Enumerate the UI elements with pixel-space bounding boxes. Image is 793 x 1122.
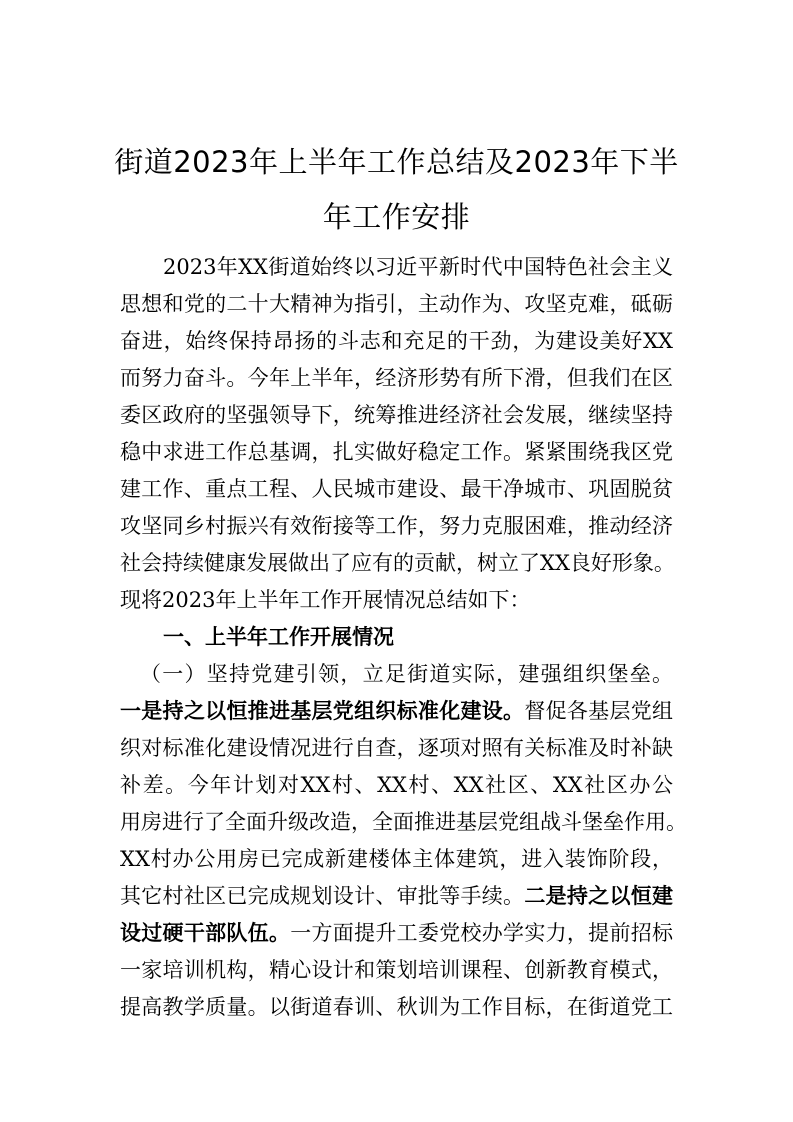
text-run: 其它村社区已完成规划设计、审批等手续。: [120, 884, 525, 908]
bold-lead-phrase: 设过硬干部队伍。: [120, 921, 291, 945]
text-run: 督促各基层党组: [524, 699, 674, 723]
bold-lead-phrase: 二是持之以恒建: [524, 884, 674, 908]
paragraph-line: [120, 693, 673, 729]
paragraph-line: 建工作、重点工程、人民城市建设、最干净城市、巩固脱贫: [120, 477, 673, 501]
paragraph-line: 提高教学质量。以街道春训、秋训为工作目标，在街道党工: [120, 995, 673, 1019]
paragraph-line: 思想和党的二十大精神为指引，主动作为、攻坚克难，砥砺: [120, 292, 673, 316]
paragraph-line: 奋进，始终保持昂扬的斗志和充足的干劲，为建设美好XX: [120, 329, 673, 353]
paragraph-line: 补差。今年计划对XX村、XX村、XX社区、XX社区办公: [120, 773, 673, 797]
paragraph-line: 社会持续健康发展做出了应有的贡献，树立了XX良好形象。: [120, 551, 675, 575]
paragraph-line: 稳中求进工作总基调，扎实做好稳定工作。紧紧围绕我区党: [120, 440, 673, 464]
bold-lead-phrase: 一是持之以恒推进基层党组织标准化建设。: [120, 699, 525, 723]
paragraph-line: 2023年XX街道始终以习近平新时代中国特色社会主义: [163, 255, 673, 279]
subsection-heading: （一）坚持党建引领，立足街道实际，建强组织堡垒。: [140, 662, 673, 686]
paragraph-line: 现将2023年上半年工作开展情况总结如下：: [120, 588, 531, 612]
paragraph-line: 一家培训机构，精心设计和策划培训课程、创新教育模式，: [120, 958, 673, 982]
paragraph-line: [120, 915, 673, 951]
paragraph-line: XX村办公用房已完成新建楼体主体建筑，进入装饰阶段，: [120, 847, 673, 871]
paragraph-line: 委区政府的坚强领导下，统筹推进经济社会发展，继续坚持: [120, 403, 673, 427]
document-title-line-2: 年工作安排: [322, 200, 471, 234]
paragraph-line: 而努力奋斗。今年上半年，经济形势有所下滑，但我们在区: [120, 366, 673, 390]
document-title-line-1: 街道2023年上半年工作总结及2023年下半: [114, 145, 679, 179]
text-run: 一方面提升工委党校办学实力，提前招标: [290, 921, 674, 945]
section-heading: 一、上半年工作开展情况: [163, 625, 394, 649]
paragraph-line: [120, 878, 673, 914]
paragraph-line: 用房进行了全面升级改造，全面推进基层党组战斗堡垒作用。: [120, 810, 687, 834]
paragraph-line: 攻坚同乡村振兴有效衔接等工作，努力克服困难，推动经济: [120, 514, 673, 538]
paragraph-line: 织对标准化建设情况进行自查，逐项对照有关标准及时补缺: [120, 736, 673, 760]
